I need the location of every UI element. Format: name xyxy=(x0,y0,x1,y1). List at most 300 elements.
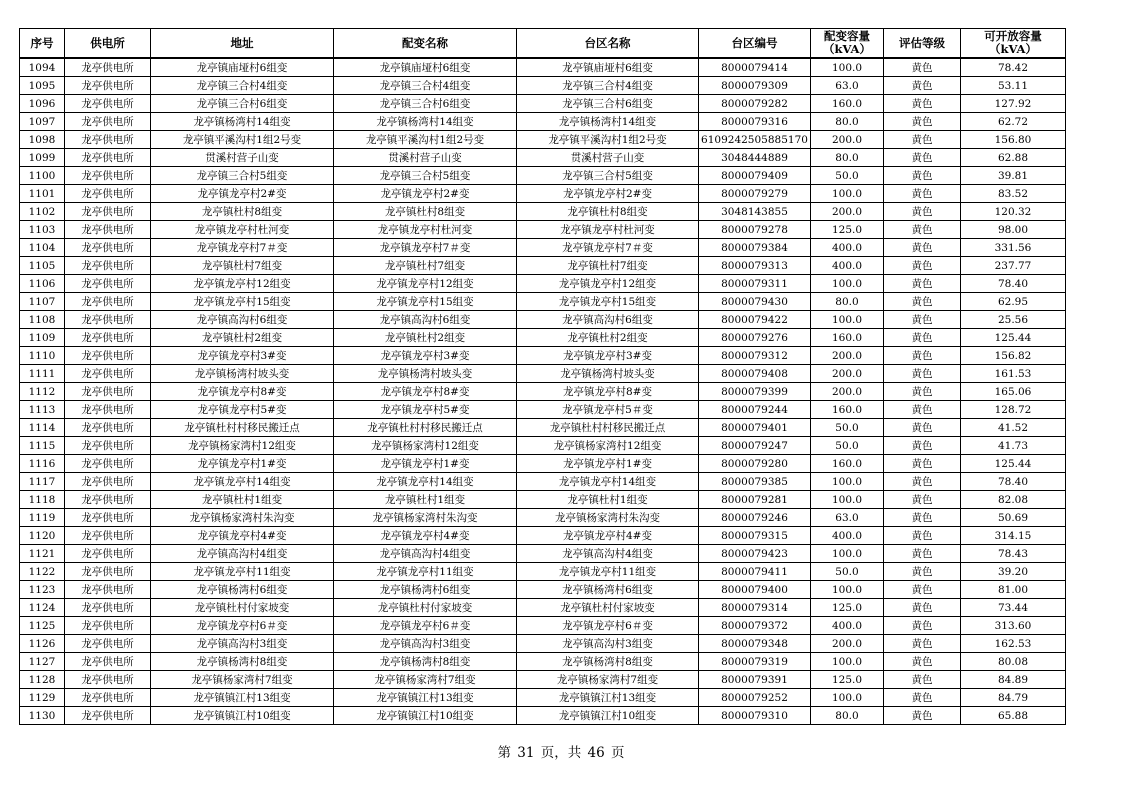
cell-seq: 1130 xyxy=(20,707,65,725)
cell-rating: 黄色 xyxy=(884,131,961,149)
cell-transformer-name: 龙亭镇杜村8组变 xyxy=(334,203,517,221)
cell-address: 龙亭镇龙亭村11组变 xyxy=(151,563,334,581)
cell-area-code: 8000079315 xyxy=(699,527,811,545)
cell-area-name: 龙亭镇杨湾村6组变 xyxy=(517,581,699,599)
cell-capacity: 160.0 xyxy=(811,329,884,347)
cell-open-capacity: 162.53 xyxy=(961,635,1066,653)
cell-transformer-name: 龙亭镇龙亭村11组变 xyxy=(334,563,517,581)
current-page-number: 31 xyxy=(517,745,535,761)
cell-seq: 1115 xyxy=(20,437,65,455)
cell-area-code: 8000079414 xyxy=(699,58,811,77)
cell-address: 龙亭镇杜村村移民搬迁点 xyxy=(151,419,334,437)
cell-address: 龙亭镇龙亭村3#变 xyxy=(151,347,334,365)
cell-seq: 1097 xyxy=(20,113,65,131)
table-row xyxy=(20,527,1066,545)
header-open-capacity: 可开放容量 （kVA） xyxy=(961,29,1066,59)
cell-transformer-name: 龙亭镇杜村2组变 xyxy=(334,329,517,347)
cell-address: 龙亭镇杜村1组变 xyxy=(151,491,334,509)
cell-area-name: 龙亭镇庙垭村6组变 xyxy=(517,58,699,77)
cell-transformer-name: 龙亭镇高沟村3组变 xyxy=(334,635,517,653)
cell-capacity: 80.0 xyxy=(811,707,884,725)
cell-open-capacity: 81.00 xyxy=(961,581,1066,599)
cell-rating: 黄色 xyxy=(884,113,961,131)
cell-transformer-name: 龙亭镇龙亭村14组变 xyxy=(334,473,517,491)
cell-transformer-name: 龙亭镇龙亭村12组变 xyxy=(334,275,517,293)
header-area-code: 台区编号 xyxy=(699,29,811,59)
cell-capacity: 100.0 xyxy=(811,653,884,671)
table-row xyxy=(20,455,1066,473)
cell-open-capacity: 98.00 xyxy=(961,221,1066,239)
cell-transformer-name: 龙亭镇龙亭村3#变 xyxy=(334,347,517,365)
cell-station: 龙亭供电所 xyxy=(65,77,151,95)
cell-open-capacity: 78.40 xyxy=(961,275,1066,293)
cell-seq: 1096 xyxy=(20,95,65,113)
cell-rating: 黄色 xyxy=(884,293,961,311)
cell-seq: 1111 xyxy=(20,365,65,383)
cell-station: 龙亭供电所 xyxy=(65,221,151,239)
cell-transformer-name: 龙亭镇杨家湾村朱沟变 xyxy=(334,509,517,527)
cell-station: 龙亭供电所 xyxy=(65,527,151,545)
cell-transformer-name: 龙亭镇高沟村6组变 xyxy=(334,311,517,329)
cell-transformer-name: 龙亭镇龙亭村7＃变 xyxy=(334,239,517,257)
cell-open-capacity: 41.52 xyxy=(961,419,1066,437)
cell-seq: 1108 xyxy=(20,311,65,329)
cell-area-code: 8000079348 xyxy=(699,635,811,653)
cell-area-code: 8000079423 xyxy=(699,545,811,563)
cell-area-code: 8000079409 xyxy=(699,167,811,185)
cell-address: 龙亭镇庙垭村6组变 xyxy=(151,58,334,77)
cell-open-capacity: 65.88 xyxy=(961,707,1066,725)
cell-open-capacity: 156.82 xyxy=(961,347,1066,365)
cell-seq: 1106 xyxy=(20,275,65,293)
cell-address: 龙亭镇龙亭村1#变 xyxy=(151,455,334,473)
cell-area-name: 龙亭镇龙亭村3#变 xyxy=(517,347,699,365)
header-seq: 序号 xyxy=(20,29,65,59)
table-row xyxy=(20,689,1066,707)
table-row xyxy=(20,239,1066,257)
cell-capacity: 80.0 xyxy=(811,149,884,167)
cell-station: 龙亭供电所 xyxy=(65,401,151,419)
cell-address: 龙亭镇龙亭村7＃变 xyxy=(151,239,334,257)
cell-open-capacity: 50.69 xyxy=(961,509,1066,527)
cell-station: 龙亭供电所 xyxy=(65,329,151,347)
cell-capacity: 63.0 xyxy=(811,77,884,95)
cell-area-name: 龙亭镇镇江村13组变 xyxy=(517,689,699,707)
cell-address: 龙亭镇杨湾村14组变 xyxy=(151,113,334,131)
cell-rating: 黄色 xyxy=(884,149,961,167)
cell-capacity: 50.0 xyxy=(811,563,884,581)
cell-capacity: 100.0 xyxy=(811,545,884,563)
cell-address: 龙亭镇杜村8组变 xyxy=(151,203,334,221)
cell-open-capacity: 313.60 xyxy=(961,617,1066,635)
cell-rating: 黄色 xyxy=(884,599,961,617)
cell-rating: 黄色 xyxy=(884,401,961,419)
cell-area-name: 龙亭镇杜村8组变 xyxy=(517,203,699,221)
table-row xyxy=(20,671,1066,689)
cell-area-name: 龙亭镇龙亭村2#变 xyxy=(517,185,699,203)
table-row xyxy=(20,437,1066,455)
cell-capacity: 100.0 xyxy=(811,275,884,293)
cell-open-capacity: 125.44 xyxy=(961,329,1066,347)
cell-capacity: 160.0 xyxy=(811,401,884,419)
cell-seq: 1098 xyxy=(20,131,65,149)
cell-area-name: 龙亭镇龙亭村12组变 xyxy=(517,275,699,293)
cell-capacity: 200.0 xyxy=(811,203,884,221)
header-station: 供电所 xyxy=(65,29,151,59)
cell-open-capacity: 78.42 xyxy=(961,58,1066,77)
cell-station: 龙亭供电所 xyxy=(65,185,151,203)
cell-address: 龙亭镇龙亭村6＃变 xyxy=(151,617,334,635)
cell-area-code: 8000079430 xyxy=(699,293,811,311)
cell-area-code: 8000079280 xyxy=(699,455,811,473)
capacity-table xyxy=(19,28,1066,725)
cell-station: 龙亭供电所 xyxy=(65,635,151,653)
cell-transformer-name: 龙亭镇龙亭村15组变 xyxy=(334,293,517,311)
cell-station: 龙亭供电所 xyxy=(65,311,151,329)
cell-capacity: 100.0 xyxy=(811,473,884,491)
page-footer xyxy=(0,741,1122,761)
cell-capacity: 50.0 xyxy=(811,437,884,455)
cell-area-code: 8000079276 xyxy=(699,329,811,347)
cell-rating: 黄色 xyxy=(884,311,961,329)
cell-seq: 1122 xyxy=(20,563,65,581)
cell-rating: 黄色 xyxy=(884,58,961,77)
cell-address: 龙亭镇龙亭村8#变 xyxy=(151,383,334,401)
table-row xyxy=(20,311,1066,329)
cell-seq: 1124 xyxy=(20,599,65,617)
cell-capacity: 80.0 xyxy=(811,293,884,311)
cell-transformer-name: 龙亭镇杨湾村6组变 xyxy=(334,581,517,599)
cell-address: 龙亭镇三合村6组变 xyxy=(151,95,334,113)
cell-transformer-name: 龙亭镇杨湾村14组变 xyxy=(334,113,517,131)
cell-area-name: 龙亭镇杨家湾村朱沟变 xyxy=(517,509,699,527)
cell-capacity: 200.0 xyxy=(811,383,884,401)
table-row xyxy=(20,599,1066,617)
cell-address: 龙亭镇杜村付家坡变 xyxy=(151,599,334,617)
cell-transformer-name: 龙亭镇三合村6组变 xyxy=(334,95,517,113)
cell-station: 龙亭供电所 xyxy=(65,239,151,257)
cell-open-capacity: 62.88 xyxy=(961,149,1066,167)
cell-seq: 1104 xyxy=(20,239,65,257)
cell-open-capacity: 25.56 xyxy=(961,311,1066,329)
cell-capacity: 50.0 xyxy=(811,167,884,185)
cell-seq: 1119 xyxy=(20,509,65,527)
cell-capacity: 63.0 xyxy=(811,509,884,527)
cell-area-name: 龙亭镇杜村付家坡变 xyxy=(517,599,699,617)
table-row xyxy=(20,509,1066,527)
cell-capacity: 200.0 xyxy=(811,347,884,365)
cell-address: 龙亭镇三合村5组变 xyxy=(151,167,334,185)
cell-address: 龙亭镇镇江村13组变 xyxy=(151,689,334,707)
cell-area-code: 8000079282 xyxy=(699,95,811,113)
cell-transformer-name: 龙亭镇龙亭村4#变 xyxy=(334,527,517,545)
cell-station: 龙亭供电所 xyxy=(65,149,151,167)
cell-capacity: 160.0 xyxy=(811,455,884,473)
cell-capacity: 100.0 xyxy=(811,581,884,599)
table-header-row xyxy=(20,29,1066,59)
cell-area-code: 8000079244 xyxy=(699,401,811,419)
cell-address: 龙亭镇杨家湾村7组变 xyxy=(151,671,334,689)
table-row xyxy=(20,275,1066,293)
cell-address: 龙亭镇龙亭村2#变 xyxy=(151,185,334,203)
cell-address: 龙亭镇平溪沟村1组2号变 xyxy=(151,131,334,149)
cell-capacity: 400.0 xyxy=(811,257,884,275)
header-rating: 评估等级 xyxy=(884,29,961,59)
table-row xyxy=(20,365,1066,383)
cell-capacity: 100.0 xyxy=(811,58,884,77)
cell-open-capacity: 78.43 xyxy=(961,545,1066,563)
cell-seq: 1120 xyxy=(20,527,65,545)
cell-station: 龙亭供电所 xyxy=(65,95,151,113)
table-row xyxy=(20,95,1066,113)
cell-seq: 1100 xyxy=(20,167,65,185)
cell-area-code: 8000079278 xyxy=(699,221,811,239)
table-row xyxy=(20,401,1066,419)
cell-area-code: 8000079400 xyxy=(699,581,811,599)
cell-area-name: 龙亭镇龙亭村5＃变 xyxy=(517,401,699,419)
cell-capacity: 50.0 xyxy=(811,419,884,437)
cell-capacity: 100.0 xyxy=(811,185,884,203)
cell-station: 龙亭供电所 xyxy=(65,293,151,311)
cell-capacity: 80.0 xyxy=(811,113,884,131)
cell-capacity: 200.0 xyxy=(811,365,884,383)
cell-open-capacity: 127.92 xyxy=(961,95,1066,113)
cell-area-code: 6109242505885170 xyxy=(699,131,811,149)
cell-address: 龙亭镇龙亭村4#变 xyxy=(151,527,334,545)
cell-open-capacity: 125.44 xyxy=(961,455,1066,473)
table-row xyxy=(20,545,1066,563)
cell-open-capacity: 39.81 xyxy=(961,167,1066,185)
cell-area-name: 龙亭镇杜村1组变 xyxy=(517,491,699,509)
cell-capacity: 400.0 xyxy=(811,617,884,635)
cell-seq: 1103 xyxy=(20,221,65,239)
cell-address: 龙亭镇杨湾村8组变 xyxy=(151,653,334,671)
cell-rating: 黄色 xyxy=(884,545,961,563)
cell-open-capacity: 331.56 xyxy=(961,239,1066,257)
cell-area-code: 8000079399 xyxy=(699,383,811,401)
cell-capacity: 125.0 xyxy=(811,599,884,617)
cell-rating: 黄色 xyxy=(884,437,961,455)
cell-station: 龙亭供电所 xyxy=(65,347,151,365)
cell-transformer-name: 龙亭镇三合村5组变 xyxy=(334,167,517,185)
cell-area-name: 龙亭镇三合村4组变 xyxy=(517,77,699,95)
cell-seq: 1118 xyxy=(20,491,65,509)
cell-rating: 黄色 xyxy=(884,527,961,545)
cell-open-capacity: 161.53 xyxy=(961,365,1066,383)
cell-rating: 黄色 xyxy=(884,185,961,203)
cell-area-name: 龙亭镇龙亭村杜河变 xyxy=(517,221,699,239)
cell-transformer-name: 龙亭镇龙亭村6＃变 xyxy=(334,617,517,635)
cell-area-code: 8000079385 xyxy=(699,473,811,491)
cell-address: 龙亭镇龙亭村15组变 xyxy=(151,293,334,311)
cell-transformer-name: 龙亭镇杨家湾村7组变 xyxy=(334,671,517,689)
cell-rating: 黄色 xyxy=(884,563,961,581)
cell-open-capacity: 120.32 xyxy=(961,203,1066,221)
cell-rating: 黄色 xyxy=(884,491,961,509)
cell-seq: 1095 xyxy=(20,77,65,95)
cell-seq: 1129 xyxy=(20,689,65,707)
table-row xyxy=(20,257,1066,275)
header-transformer-name: 配变名称 xyxy=(334,29,517,59)
cell-address: 龙亭镇高沟村3组变 xyxy=(151,635,334,653)
cell-area-code: 8000079422 xyxy=(699,311,811,329)
cell-area-name: 龙亭镇高沟村3组变 xyxy=(517,635,699,653)
cell-area-code: 8000079384 xyxy=(699,239,811,257)
cell-area-code: 8000079279 xyxy=(699,185,811,203)
cell-rating: 黄色 xyxy=(884,221,961,239)
cell-transformer-name: 龙亭镇镇江村10组变 xyxy=(334,707,517,725)
cell-address: 龙亭镇杜村7组变 xyxy=(151,257,334,275)
cell-area-code: 3048143855 xyxy=(699,203,811,221)
cell-area-name: 龙亭镇杜村7组变 xyxy=(517,257,699,275)
cell-area-code: 8000079246 xyxy=(699,509,811,527)
total-pages-number: 46 xyxy=(587,745,605,761)
table-row xyxy=(20,113,1066,131)
cell-station: 龙亭供电所 xyxy=(65,58,151,77)
cell-address: 龙亭镇龙亭村杜河变 xyxy=(151,221,334,239)
cell-transformer-name: 龙亭镇杨湾村坡头变 xyxy=(334,365,517,383)
page-suffix: 页 xyxy=(611,745,625,761)
cell-area-name: 贯溪村营子山变 xyxy=(517,149,699,167)
cell-open-capacity: 84.89 xyxy=(961,671,1066,689)
cell-address: 龙亭镇龙亭村12组变 xyxy=(151,275,334,293)
header-capacity: 配变容量 （kVA） xyxy=(811,29,884,59)
cell-area-code: 8000079309 xyxy=(699,77,811,95)
table-row xyxy=(20,419,1066,437)
cell-area-name: 龙亭镇杜村村移民搬迁点 xyxy=(517,419,699,437)
cell-area-name: 龙亭镇杨家湾村7组变 xyxy=(517,671,699,689)
cell-transformer-name: 龙亭镇庙垭村6组变 xyxy=(334,58,517,77)
cell-area-code: 8000079319 xyxy=(699,653,811,671)
cell-rating: 黄色 xyxy=(884,275,961,293)
cell-area-name: 龙亭镇三合村5组变 xyxy=(517,167,699,185)
cell-station: 龙亭供电所 xyxy=(65,113,151,131)
table-row xyxy=(20,293,1066,311)
cell-station: 龙亭供电所 xyxy=(65,617,151,635)
cell-capacity: 400.0 xyxy=(811,527,884,545)
cell-area-name: 龙亭镇龙亭村1#变 xyxy=(517,455,699,473)
cell-address: 龙亭镇三合村4组变 xyxy=(151,77,334,95)
cell-address: 龙亭镇镇江村10组变 xyxy=(151,707,334,725)
cell-address: 龙亭镇杨家湾村12组变 xyxy=(151,437,334,455)
cell-open-capacity: 73.44 xyxy=(961,599,1066,617)
cell-area-name: 龙亭镇龙亭村14组变 xyxy=(517,473,699,491)
cell-station: 龙亭供电所 xyxy=(65,257,151,275)
table-row xyxy=(20,203,1066,221)
cell-transformer-name: 龙亭镇龙亭村1#变 xyxy=(334,455,517,473)
table-row xyxy=(20,347,1066,365)
cell-area-name: 龙亭镇高沟村4组变 xyxy=(517,545,699,563)
cell-capacity: 400.0 xyxy=(811,239,884,257)
cell-capacity: 100.0 xyxy=(811,689,884,707)
cell-station: 龙亭供电所 xyxy=(65,545,151,563)
cell-address: 龙亭镇杜村2组变 xyxy=(151,329,334,347)
table-row xyxy=(20,185,1066,203)
cell-seq: 1116 xyxy=(20,455,65,473)
cell-station: 龙亭供电所 xyxy=(65,563,151,581)
table-row xyxy=(20,58,1066,77)
cell-rating: 黄色 xyxy=(884,347,961,365)
table-row xyxy=(20,653,1066,671)
cell-area-name: 龙亭镇杨湾村14组变 xyxy=(517,113,699,131)
table-row xyxy=(20,329,1066,347)
page-separator: 页，共 xyxy=(540,745,582,761)
cell-area-name: 龙亭镇龙亭村11组变 xyxy=(517,563,699,581)
table-row xyxy=(20,383,1066,401)
cell-seq: 1123 xyxy=(20,581,65,599)
cell-station: 龙亭供电所 xyxy=(65,275,151,293)
cell-seq: 1121 xyxy=(20,545,65,563)
cell-area-name: 龙亭镇镇江村10组变 xyxy=(517,707,699,725)
cell-transformer-name: 贯溪村营子山变 xyxy=(334,149,517,167)
cell-open-capacity: 78.40 xyxy=(961,473,1066,491)
cell-capacity: 160.0 xyxy=(811,95,884,113)
cell-address: 龙亭镇龙亭村14组变 xyxy=(151,473,334,491)
cell-open-capacity: 82.08 xyxy=(961,491,1066,509)
cell-address: 贯溪村营子山变 xyxy=(151,149,334,167)
cell-rating: 黄色 xyxy=(884,329,961,347)
cell-station: 龙亭供电所 xyxy=(65,203,151,221)
cell-area-name: 龙亭镇龙亭村4#变 xyxy=(517,527,699,545)
cell-transformer-name: 龙亭镇杜村村移民搬迁点 xyxy=(334,419,517,437)
cell-open-capacity: 83.52 xyxy=(961,185,1066,203)
cell-transformer-name: 龙亭镇龙亭村2#变 xyxy=(334,185,517,203)
cell-seq: 1113 xyxy=(20,401,65,419)
table-row xyxy=(20,581,1066,599)
cell-transformer-name: 龙亭镇镇江村13组变 xyxy=(334,689,517,707)
cell-seq: 1112 xyxy=(20,383,65,401)
cell-seq: 1109 xyxy=(20,329,65,347)
cell-station: 龙亭供电所 xyxy=(65,491,151,509)
cell-address: 龙亭镇杨湾村坡头变 xyxy=(151,365,334,383)
cell-open-capacity: 237.77 xyxy=(961,257,1066,275)
table-row xyxy=(20,635,1066,653)
cell-capacity: 200.0 xyxy=(811,131,884,149)
cell-open-capacity: 128.72 xyxy=(961,401,1066,419)
cell-area-code: 8000079252 xyxy=(699,689,811,707)
cell-area-code: 8000079372 xyxy=(699,617,811,635)
header-area-name: 台区名称 xyxy=(517,29,699,59)
cell-address: 龙亭镇龙亭村5#变 xyxy=(151,401,334,419)
cell-station: 龙亭供电所 xyxy=(65,419,151,437)
cell-transformer-name: 龙亭镇杜村1组变 xyxy=(334,491,517,509)
cell-seq: 1110 xyxy=(20,347,65,365)
cell-seq: 1128 xyxy=(20,671,65,689)
cell-station: 龙亭供电所 xyxy=(65,437,151,455)
cell-rating: 黄色 xyxy=(884,455,961,473)
cell-area-name: 龙亭镇杨湾村坡头变 xyxy=(517,365,699,383)
cell-rating: 黄色 xyxy=(884,635,961,653)
cell-area-name: 龙亭镇平溪沟村1组2号变 xyxy=(517,131,699,149)
cell-station: 龙亭供电所 xyxy=(65,509,151,527)
cell-area-code: 8000079411 xyxy=(699,563,811,581)
cell-area-name: 龙亭镇龙亭村7＃变 xyxy=(517,239,699,257)
header-address: 地址 xyxy=(151,29,334,59)
cell-area-name: 龙亭镇杜村2组变 xyxy=(517,329,699,347)
cell-station: 龙亭供电所 xyxy=(65,599,151,617)
table-row xyxy=(20,149,1066,167)
cell-open-capacity: 53.11 xyxy=(961,77,1066,95)
cell-capacity: 100.0 xyxy=(811,491,884,509)
cell-seq: 1105 xyxy=(20,257,65,275)
table-body xyxy=(20,58,1066,725)
cell-rating: 黄色 xyxy=(884,617,961,635)
cell-seq: 1094 xyxy=(20,58,65,77)
cell-area-code: 8000079401 xyxy=(699,419,811,437)
cell-address: 龙亭镇杨家湾村朱沟变 xyxy=(151,509,334,527)
cell-seq: 1101 xyxy=(20,185,65,203)
cell-rating: 黄色 xyxy=(884,77,961,95)
